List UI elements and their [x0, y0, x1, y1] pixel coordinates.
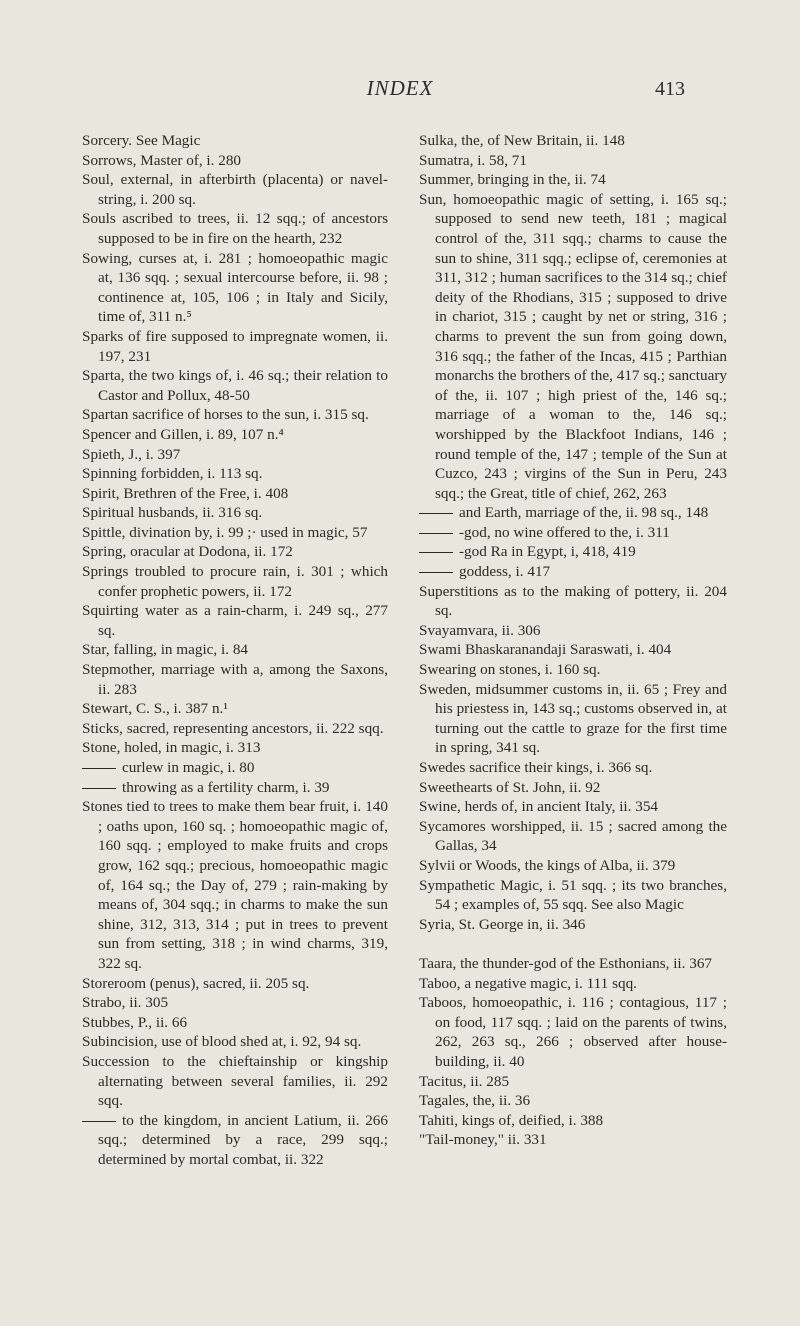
- index-entry: [82, 170, 388, 209]
- entry-text: Sowing, curses at, i. 281 ; homoeopathic magic at, 136 sqq. ; sexual intercourse before, ii. 98 ; continence at, 105, 106 ; in Italy and Sicily, time of, 311 n.⁵: [82, 249, 388, 326]
- index-subentry: [419, 523, 727, 543]
- index-entry: [419, 778, 727, 798]
- entry-text: Storeroom (penus), sacred, ii. 205 sq.: [82, 974, 310, 992]
- index-entry: [82, 425, 388, 445]
- entry-text: Stone, holed, in magic, i. 313: [82, 739, 261, 757]
- index-entry: [82, 366, 388, 405]
- entry-text: Taara, the thunder-god of the Esthonians, ii. 367: [419, 954, 713, 972]
- index-entry: [419, 856, 727, 876]
- index-entry: [82, 405, 388, 425]
- entry-text: Sylvii or Woods, the kings of Alba, ii. 379: [419, 856, 676, 874]
- entry-text: Stewart, C. S., i. 387 n.¹: [82, 700, 228, 718]
- index-entry: [82, 464, 388, 484]
- entry-text: Spring, oracular at Dodona, ii. 172: [82, 543, 293, 561]
- entry-text: Sympathetic Magic, i. 51 sqq. ; its two branches, 54 ; examples of, 55 sqq. See also Magic: [419, 876, 727, 914]
- entry-text: Spieth, J., i. 397: [82, 445, 181, 463]
- entry-text: Subincision, use of blood shed at, i. 92, 94 sq.: [82, 1033, 362, 1051]
- entry-text: Taboos, homoeopathic, i. 116 ; contagious, 117 ; on food, 117 sqq. ; laid on the parents of twins, 262, 263 sq., 266 ; observed after house-building, ii. 40: [419, 994, 727, 1070]
- entry-text: Sulka, the, of New Britain, ii. 148: [419, 132, 625, 149]
- entry-text: Succession to the chieftainship or kingship alternating between several families, ii. 292 sqq.: [82, 1052, 388, 1110]
- entry-text: Stubbes, P., ii. 66: [82, 1013, 188, 1031]
- index-entry: [82, 660, 388, 699]
- index-entry: [82, 797, 388, 973]
- entry-text: Swedes sacrifice their kings, i. 366 sq.: [419, 759, 653, 776]
- entry-text: Tacitus, ii. 285: [419, 1072, 510, 1090]
- index-entry: [419, 131, 727, 151]
- index-subentry: [82, 1111, 388, 1170]
- index-entry: [82, 1032, 388, 1052]
- entry-text: Spiritual husbands, ii. 316 sq.: [82, 504, 263, 522]
- entry-text: Swearing on stones, i. 160 sq.: [419, 661, 601, 679]
- index-entry: [82, 562, 388, 601]
- entry-text: -god, no wine offered to the, i. 311: [459, 523, 670, 541]
- entry-text: Spartan sacrifice of horses to the sun, i. 315 sq.: [82, 406, 369, 424]
- index-entry: [82, 327, 388, 366]
- index-subentry: [82, 778, 388, 798]
- index-entry: [82, 719, 388, 739]
- entry-text: Spinning forbidden, i. 113 sq.: [82, 465, 263, 483]
- index-column-right: [419, 131, 727, 1150]
- entry-text: Squirting water as a rain-charm, i. 249 sq., 277 sq.: [82, 602, 388, 639]
- entry-text: Svayamvara, ii. 306: [419, 621, 541, 639]
- entry-text: Strabo, ii. 305: [82, 994, 169, 1012]
- entry-text: "Tail-money," ii. 331: [419, 1131, 547, 1149]
- entry-text: and Earth, marriage of the, ii. 98 sq., 148: [459, 504, 709, 522]
- index-entry: [419, 660, 727, 680]
- index-subentry: [82, 758, 388, 778]
- index-entry: [419, 190, 727, 504]
- index-entry: [82, 542, 388, 562]
- entry-text: Sweethearts of St. John, ii. 92: [419, 778, 601, 796]
- entry-text: Tahiti, kings of, deified, i. 388: [419, 1111, 604, 1129]
- entry-text: Taboo, a negative magic, i. 111 sqq.: [419, 974, 637, 992]
- index-entry: [419, 993, 727, 1071]
- entry-text: Sticks, sacred, representing ancestors, ii. 222 sqq.: [82, 719, 384, 737]
- index-entry: [82, 131, 388, 151]
- entry-text: goddess, i. 417: [459, 563, 551, 581]
- entry-text: Souls ascribed to trees, ii. 12 sqq.; of ancestors supposed to be in fire on the hearth, 232: [82, 210, 388, 247]
- repeat-dash: [82, 788, 116, 789]
- index-entry: [419, 974, 727, 994]
- index-entry: [419, 817, 727, 856]
- index-entry: [419, 170, 727, 190]
- entry-text: Springs troubled to procure rain, i. 301 ; which confer prophetic powers, ii. 172: [82, 563, 388, 600]
- index-entry: [419, 680, 727, 758]
- entry-text: Soul, external, in afterbirth (placenta) or navel-string, i. 200 sq.: [82, 171, 388, 208]
- index-entry: [82, 523, 388, 543]
- entry-text: Stones tied to trees to make them bear fruit, i. 140 ; oaths upon, 160 sq. ; homoeopathic magic of, 160 sqq. ; employed to make fruits and crops grow, 162 sqq.; precious, homoeopathic magic of, 164 sq.; the Day of, 279 ; rain-making by means of, 304 sqq.; in charms to make the sun shine, 312, 313, 314 ; put in trees to prevent sun from setting, 318 ; in wind charms, 319, 322 sq.: [82, 798, 388, 972]
- index-entry: [419, 758, 727, 778]
- entry-text: Sparta, the two kings of, i. 46 sq.; their relation to Castor and Pollux, 48-50: [82, 367, 388, 404]
- repeat-dash: [82, 768, 116, 769]
- index-subentry: [419, 542, 727, 562]
- entry-text: Swine, herds of, in ancient Italy, ii. 354: [419, 798, 659, 816]
- index-entry: [419, 1130, 727, 1150]
- entry-text: Spencer and Gillen, i. 89, 107 n.⁴: [82, 425, 284, 443]
- index-entry: [82, 503, 388, 523]
- index-entry: [419, 621, 727, 641]
- index-entry: [82, 640, 388, 660]
- entry-text: Spittle, divination by, i. 99 ;· used in magic, 57: [82, 523, 368, 541]
- entry-text: Stepmother, marriage with a, among the Saxons, ii. 283: [82, 661, 388, 698]
- index-entry: [82, 1013, 388, 1033]
- entry-text: Spirit, Brethren of the Free, i. 408: [82, 484, 289, 502]
- index-entry: [82, 699, 388, 719]
- index-entry: [82, 445, 388, 465]
- index-entry: [82, 993, 388, 1013]
- entry-text: Swami Bhaskaranandaji Saraswati, i. 404: [419, 641, 672, 659]
- index-entry: [82, 738, 388, 758]
- index-entry: [82, 151, 388, 171]
- entry-text: Sorcery. See Magic: [82, 132, 201, 149]
- index-entry: [419, 151, 727, 171]
- index-entry: [82, 249, 388, 327]
- repeat-dash: [419, 513, 453, 514]
- page-number: 413: [655, 78, 685, 100]
- index-subentry: [419, 562, 727, 582]
- entry-text: Sparks of fire supposed to impregnate women, ii. 197, 231: [82, 327, 388, 365]
- index-entry: [82, 209, 388, 248]
- repeat-dash: [419, 572, 453, 573]
- index-entry: [82, 601, 388, 640]
- entry-text: Tagales, the, ii. 36: [419, 1092, 531, 1110]
- index-entry: [419, 582, 727, 621]
- index-subentry: [419, 503, 727, 523]
- entry-text: curlew in magic, i. 80: [122, 759, 255, 776]
- entry-text: Summer, bringing in the, ii. 74: [419, 171, 606, 189]
- repeat-dash: [419, 552, 453, 553]
- entry-text: Superstitions as to the making of pottery, ii. 204 sq.: [419, 582, 727, 620]
- index-entry: [419, 915, 727, 935]
- index-entry: [419, 1091, 727, 1111]
- entry-text: Sun, homoeopathic magic of setting, i. 165 sq.; supposed to send new teeth, 181 ; magical control of the, 311 sqq.; charms to cause the sun to shine, 311 sqq.; eclipse of, ceremonies at 311, 312 ; human sacrifices to the 314 sq.; chief deity of the Rhodians, 315 ; supposed to drive in chariot, 315 ; caught by net or string, 316 ; charms to prevent the sun from going down, 316 sqq.; the father of the Incas, 415 ; Parthian monarchs the brothers of the, 417 sq.; sanctuary of the, ii. 107 ; high priest of the, 146 sq.; marriage of a woman to the, 146 sq.; worshipped by the Blackfoot Indians, 146 ; round temple of the, 147 ; temple of the Sun at Cuzco, 243 ; virgins of the Sun in Peru, 243 sqq.; the Great, title of chief, 262, 263: [419, 190, 727, 502]
- entry-text: Sycamores worshipped, ii. 15 ; sacred among the Gallas, 34: [419, 817, 727, 855]
- index-entry: [82, 974, 388, 994]
- index-entry: [82, 1052, 388, 1111]
- index-entry: [419, 876, 727, 915]
- entry-text: -god Ra in Egypt, i, 418, 419: [459, 543, 636, 561]
- repeat-dash: [82, 1121, 116, 1122]
- entry-text: Sumatra, i. 58, 71: [419, 151, 527, 169]
- entry-text: Star, falling, in magic, i. 84: [82, 641, 249, 659]
- entry-text: to the kingdom, in ancient Latium, ii. 266 sqq.; determined by a race, 299 sqq.; determined by mortal combat, ii. 322: [98, 1111, 388, 1168]
- index-entry: [419, 1072, 727, 1092]
- repeat-dash: [419, 533, 453, 534]
- index-entry: [82, 484, 388, 504]
- index-entry: [419, 1111, 727, 1131]
- index-entry: [419, 954, 727, 974]
- entry-text: Sorrows, Master of, i. 280: [82, 151, 242, 169]
- entry-text: Syria, St. George in, ii. 346: [419, 915, 586, 933]
- index-column-left: [82, 131, 388, 1169]
- entry-text: throwing as a fertility charm, i. 39: [122, 778, 330, 796]
- page-header: [0, 76, 800, 106]
- index-entry: [419, 797, 727, 817]
- entry-text: Sweden, midsummer customs in, ii. 65 ; Frey and his priestess in, 143 sq.; customs observed in, at turning out the cattle to graze for the first time in spring, 341 sq.: [419, 680, 727, 757]
- index-entry: [419, 640, 727, 660]
- running-head: INDEX: [366, 76, 434, 100]
